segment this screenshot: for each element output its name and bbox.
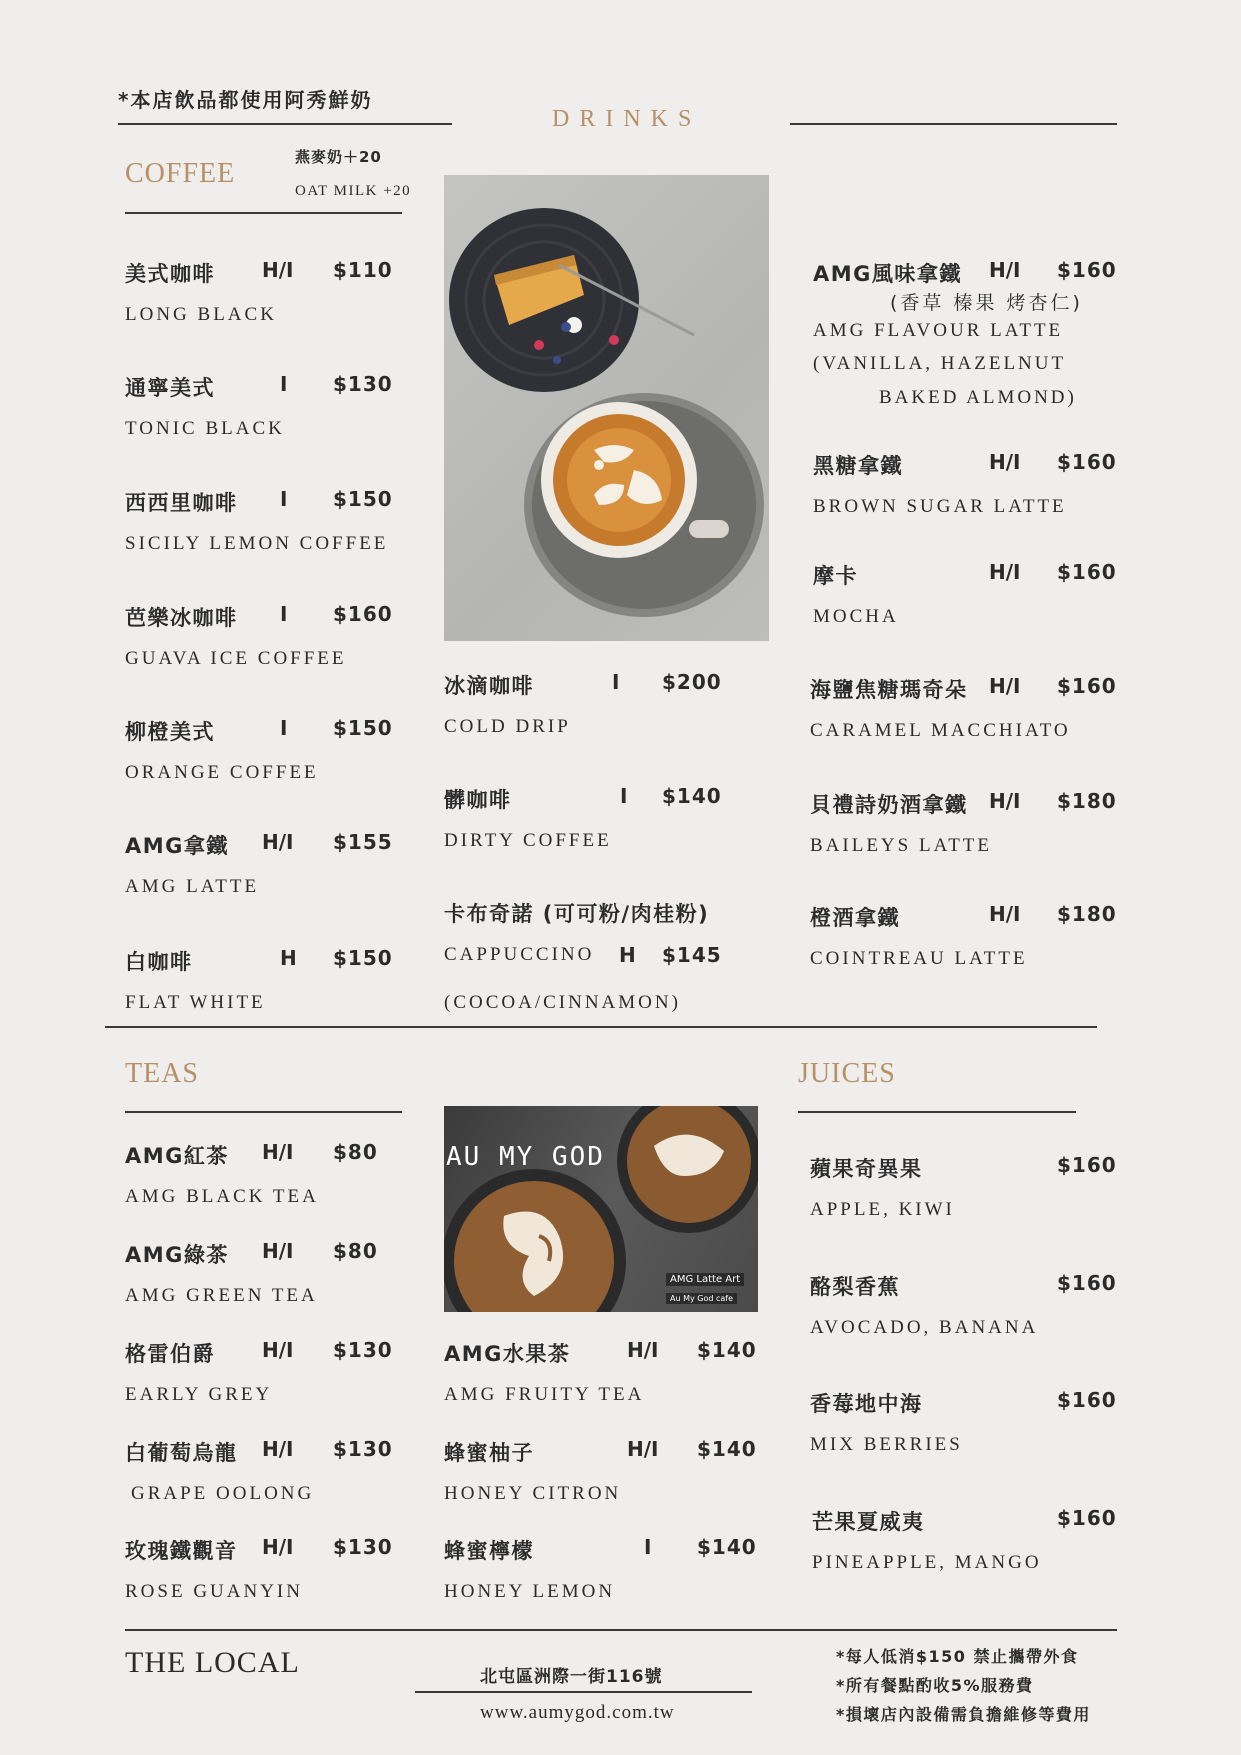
item-price: $140 (662, 784, 722, 808)
oat-milk-zh: 燕麥奶＋20 (295, 148, 382, 166)
item-name-zh: 玫瑰鐵觀音 (125, 1539, 238, 1563)
item-size: H/I (989, 450, 1021, 474)
item-name-zh: 西西里咖啡 (125, 491, 238, 515)
section-divider (105, 1026, 1097, 1028)
item-name-en: LONG BLACK (125, 304, 277, 325)
item-name-zh: 白咖啡 (125, 950, 193, 974)
item-price: $130 (333, 1535, 393, 1559)
juices-title: JUICES (798, 1058, 896, 1089)
item-price: $140 (697, 1338, 757, 1362)
item-price: $140 (697, 1437, 757, 1461)
cake-latte-illustration (444, 175, 769, 641)
item-price: $130 (333, 1437, 393, 1461)
juices-rule (798, 1111, 1076, 1113)
item-name-en: ORANGE COFFEE (125, 762, 319, 783)
item-price: $160 (1057, 674, 1117, 698)
item-flavours-zh: (香草 榛果 烤杏仁) (890, 292, 1083, 314)
item-name-en: GRAPE OOLONG (131, 1483, 315, 1504)
item-price: $145 (662, 943, 722, 967)
item-name-en: MOCHA (813, 606, 899, 627)
item-name-en: COINTREAU LATTE (810, 948, 1028, 969)
item-price: $80 (333, 1140, 378, 1164)
item-price: $160 (333, 602, 393, 626)
item-name-zh: AMG拿鐵 (125, 834, 229, 858)
item-size: H/I (262, 1338, 294, 1362)
item-size: H (280, 946, 297, 970)
footer-name: THE LOCAL (125, 1646, 300, 1679)
item-name-zh: 格雷伯爵 (125, 1342, 215, 1366)
footer-note: *損壞店內設備需負擔維修等費用 (836, 1705, 1091, 1724)
photo-caption: AMG Latte Art (666, 1273, 744, 1286)
item-name-zh: 柳橙美式 (125, 720, 215, 744)
item-price: $130 (333, 372, 393, 396)
item-name-zh: 香莓地中海 (810, 1392, 923, 1416)
photo-subcaption: Au My God cafe (666, 1293, 737, 1304)
item-price: $180 (1057, 902, 1117, 926)
item-size: H/I (989, 902, 1021, 926)
item-size: I (644, 1535, 652, 1559)
item-name-en: HONEY LEMON (444, 1581, 616, 1602)
item-name-en: EARLY GREY (125, 1384, 273, 1405)
item-size: H (619, 943, 636, 967)
item-size: H/I (989, 789, 1021, 813)
header-rule-right (790, 123, 1117, 125)
item-name-en: DIRTY COFFEE (444, 830, 612, 851)
drinks-heading: DRINKS (552, 106, 702, 132)
footer-note: *所有餐點酌收5%服務費 (836, 1676, 1034, 1695)
item-name-zh: 芭樂冰咖啡 (125, 606, 238, 630)
item-name-en: BAILEYS LATTE (810, 835, 993, 856)
item-name-zh: 卡布奇諾 (可可粉/肉桂粉) (444, 902, 710, 926)
item-name-en: AMG LATTE (125, 876, 260, 897)
item-name-en: CARAMEL MACCHIATO (810, 720, 1071, 741)
item-name-en: AVOCADO, BANANA (810, 1317, 1039, 1338)
item-name-en: PINEAPPLE, MANGO (812, 1552, 1042, 1573)
item-name-zh: 黑糖拿鐵 (813, 454, 903, 478)
item-name-zh: 酪梨香蕉 (810, 1275, 900, 1299)
item-size: H/I (262, 1535, 294, 1559)
item-size: H/I (989, 674, 1021, 698)
item-name-en: COLD DRIP (444, 716, 571, 737)
item-name-zh: 白葡萄烏龍 (125, 1441, 238, 1465)
item-price: $150 (333, 946, 393, 970)
item-name-zh: AMG水果茶 (444, 1342, 571, 1366)
item-price: $160 (1057, 258, 1117, 282)
item-size: I (280, 602, 288, 626)
item-size: H/I (262, 1437, 294, 1461)
milk-note: *本店飲品都使用阿秀鮮奶 (118, 88, 373, 112)
item-size: H/I (262, 830, 294, 854)
item-name-en: AMG FLAVOUR LATTE (813, 320, 1064, 341)
item-name-en: MIX BERRIES (810, 1434, 963, 1455)
item-name-en: SICILY LEMON COFFEE (125, 533, 389, 554)
address-rule (415, 1691, 752, 1693)
item-size: I (280, 716, 288, 740)
item-size: I (280, 487, 288, 511)
latte-art-photo (444, 1106, 758, 1312)
item-name-en: FLAT WHITE (125, 992, 266, 1013)
item-name-zh: AMG風味拿鐵 (813, 262, 962, 286)
item-name-zh: 橙酒拿鐵 (810, 906, 900, 930)
item-name-en-extra: (COCOA/CINNAMON) (444, 992, 681, 1013)
item-price: $160 (1057, 1506, 1117, 1530)
item-name-zh: 海鹽焦糖瑪奇朵 (810, 678, 968, 702)
item-price: $130 (333, 1338, 393, 1362)
cake-latte-photo (444, 175, 769, 641)
item-price: $140 (697, 1535, 757, 1559)
item-name-zh: AMG紅茶 (125, 1144, 229, 1168)
item-name-zh: 貝禮詩奶酒拿鐵 (810, 793, 968, 817)
item-price: $150 (333, 487, 393, 511)
teas-title: TEAS (125, 1058, 199, 1089)
teas-rule (125, 1111, 402, 1113)
item-price: $160 (1057, 560, 1117, 584)
footer-website: www.aumygod.com.tw (480, 1702, 675, 1723)
item-name-en: APPLE, KIWI (810, 1199, 955, 1220)
item-name-en: AMG GREEN TEA (125, 1285, 318, 1306)
item-name-en: TONIC BLACK (125, 418, 285, 439)
header-rule-left (118, 123, 452, 125)
item-name-zh: 冰滴咖啡 (444, 674, 534, 698)
item-price: $160 (1057, 450, 1117, 474)
photo-brand: AU MY GOD (446, 1142, 605, 1172)
item-name-zh: 蘋果奇異果 (810, 1157, 923, 1181)
item-size: H/I (627, 1437, 659, 1461)
item-price: $160 (1057, 1153, 1117, 1177)
item-name-en: AMG FRUITY TEA (444, 1384, 645, 1405)
item-name-zh: 蜂蜜檸檬 (444, 1539, 534, 1563)
item-name-zh: 蜂蜜柚子 (444, 1441, 534, 1465)
item-price: $110 (333, 258, 393, 282)
item-price: $180 (1057, 789, 1117, 813)
item-size: I (280, 372, 288, 396)
footer-rule (125, 1629, 1117, 1631)
item-name-zh: 美式咖啡 (125, 262, 215, 286)
item-price: $150 (333, 716, 393, 740)
item-name-en: AMG BLACK TEA (125, 1186, 319, 1207)
coffee-rule (125, 212, 402, 214)
item-price: $200 (662, 670, 722, 694)
item-size: H/I (262, 1239, 294, 1263)
item-price: $160 (1057, 1271, 1117, 1295)
item-name-zh: 摩卡 (813, 564, 858, 588)
item-name-en: GUAVA ICE COFFEE (125, 648, 347, 669)
coffee-title: COFFEE (125, 158, 236, 189)
item-price: $80 (333, 1239, 378, 1263)
item-name-zh: AMG綠茶 (125, 1243, 229, 1267)
item-price: $155 (333, 830, 393, 854)
item-size: H/I (262, 1140, 294, 1164)
item-price: $160 (1057, 1388, 1117, 1412)
item-name-zh: 髒咖啡 (444, 788, 512, 812)
footer-address: 北屯區洲際一街116號 (480, 1667, 663, 1687)
item-size: H/I (989, 258, 1021, 282)
item-name-en-extra: (VANILLA, HAZELNUT (813, 353, 1067, 374)
item-size: H/I (989, 560, 1021, 584)
item-name-en: ROSE GUANYIN (125, 1581, 303, 1602)
item-size: H/I (262, 258, 294, 282)
item-name-en: HONEY CITRON (444, 1483, 622, 1504)
item-size: I (612, 670, 620, 694)
item-size: H/I (627, 1338, 659, 1362)
item-name-en: BROWN SUGAR LATTE (813, 496, 1067, 517)
footer-note: *每人低消$150 禁止攜帶外食 (836, 1647, 1079, 1666)
item-name-zh: 通寧美式 (125, 376, 215, 400)
item-name-en-extra: BAKED ALMOND) (879, 387, 1077, 408)
oat-milk-en: OAT MILK +20 (295, 183, 412, 199)
item-name-zh: 芒果夏威夷 (812, 1510, 925, 1534)
item-name-en: CAPPUCCINO (444, 944, 595, 965)
item-size: I (620, 784, 628, 808)
